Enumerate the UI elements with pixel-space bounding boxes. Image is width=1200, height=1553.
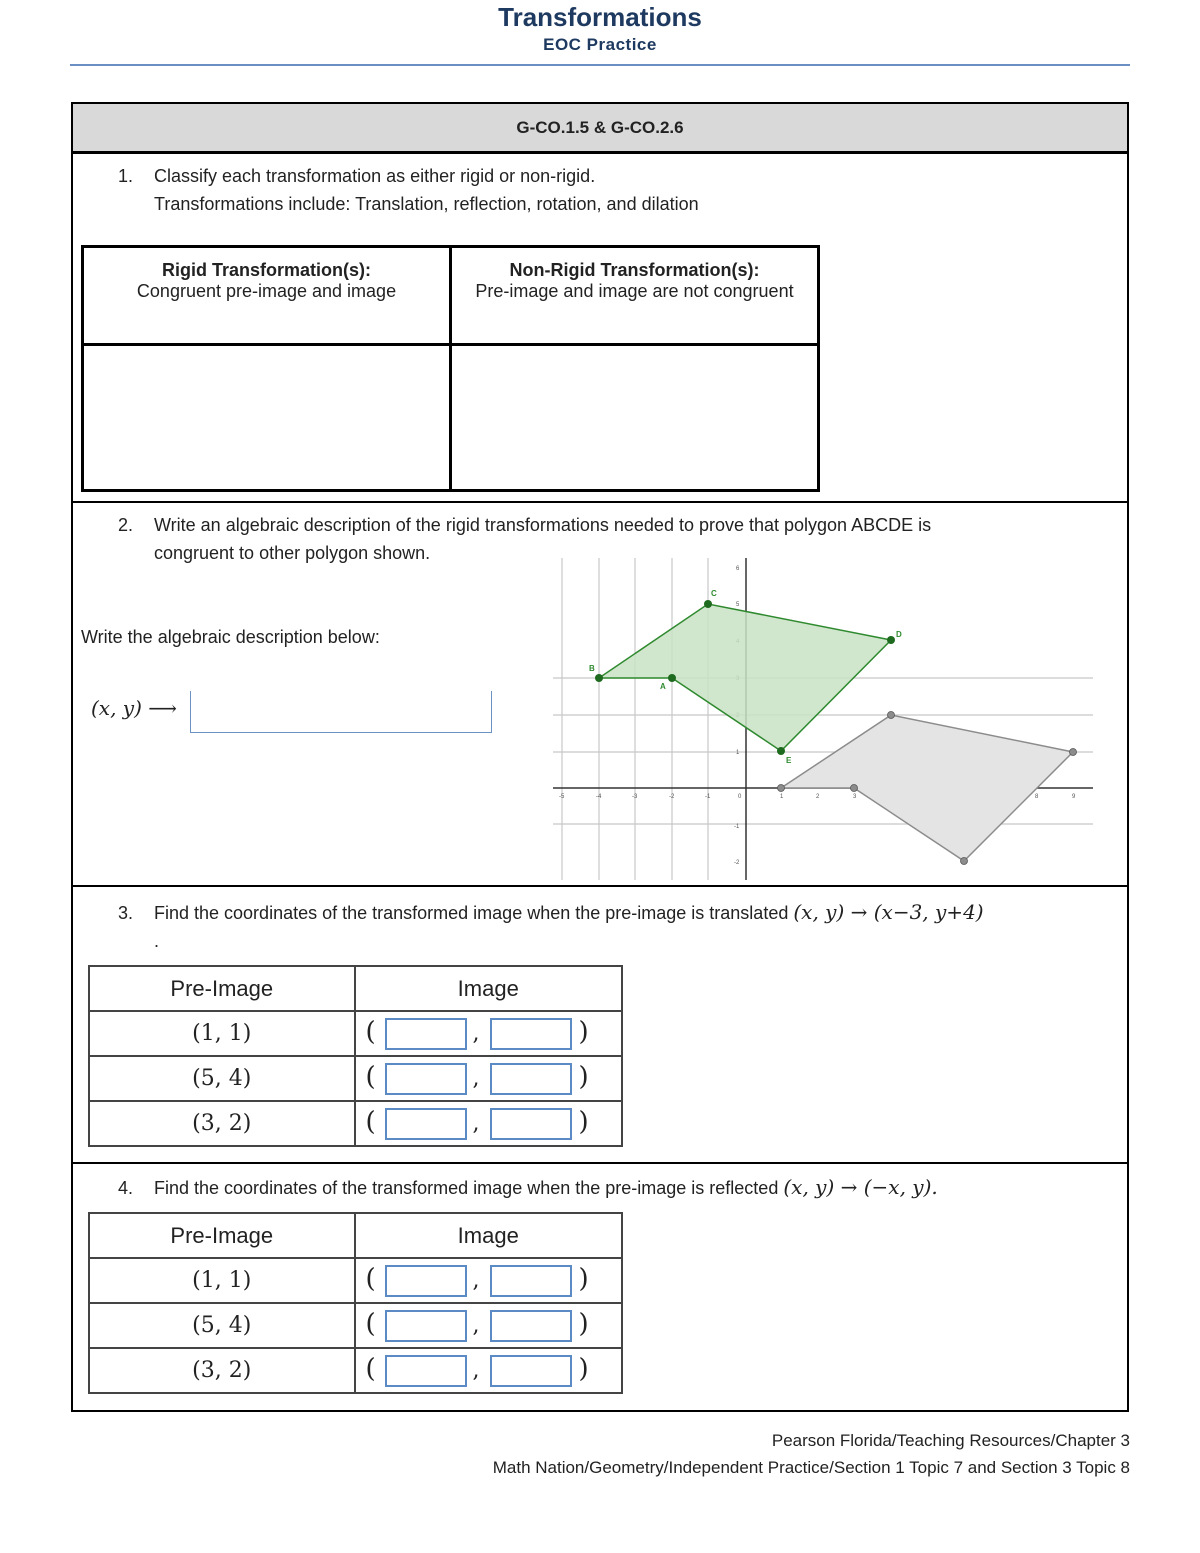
svg-text:6: 6 xyxy=(736,566,740,572)
x-answer-box[interactable] xyxy=(385,1063,467,1095)
grid-lines xyxy=(553,558,1093,880)
question-1-text xyxy=(118,162,699,218)
svg-text:-1: -1 xyxy=(734,824,740,830)
algebraic-description-input[interactable] xyxy=(190,691,492,733)
svg-text:8: 8 xyxy=(1035,794,1039,800)
question-3-text xyxy=(118,898,984,955)
question-2-line1: Write an algebraic description of the rigid transformations needed to prove that polygon ABCDE is xyxy=(154,515,932,535)
question-4-text xyxy=(118,1173,938,1202)
page-subtitle: EOC Practice xyxy=(543,35,657,54)
table-row xyxy=(89,1348,622,1393)
image-header: Image xyxy=(355,966,623,1011)
svg-text:9: 9 xyxy=(1072,794,1076,800)
footer-line-2: Math Nation/Geometry/Independent Practice/Section 1 Topic 7 and Section 3 Topic 8 xyxy=(492,1458,1130,1477)
svg-text:1: 1 xyxy=(780,794,784,800)
image-cell: ( , ) xyxy=(355,1258,623,1303)
reflection-rule: (x, y) → (−x, y). xyxy=(783,1175,938,1199)
pre-image-cell: (1, 1) xyxy=(89,1011,355,1056)
pre-image-header: Pre-Image xyxy=(89,1213,355,1258)
question-3-section xyxy=(73,887,1127,1164)
pre-image-cell: (3, 2) xyxy=(89,1348,355,1393)
question-4-section xyxy=(73,1164,1127,1410)
table-row xyxy=(89,1303,622,1348)
question-4-number: 4. xyxy=(118,1178,134,1198)
vertex-label-b: B xyxy=(589,664,595,673)
pre-image-cell: (5, 4) xyxy=(89,1056,355,1101)
standards-band: G-CO.1.5 & G-CO.2.6 xyxy=(73,104,1127,154)
x-answer-box[interactable] xyxy=(385,1265,467,1297)
rigid-header-cell xyxy=(83,247,451,345)
image-cell: ( , ) xyxy=(355,1348,623,1393)
x-answer-box[interactable] xyxy=(385,1310,467,1342)
pre-image-cell: (3, 2) xyxy=(89,1101,355,1146)
translation-table xyxy=(88,965,623,1147)
pre-image-header: Pre-Image xyxy=(89,966,355,1011)
image-cell: ( , ) xyxy=(355,1101,623,1146)
nonrigid-answer-cell[interactable] xyxy=(451,345,819,491)
x-answer-box[interactable] xyxy=(385,1108,467,1140)
y-answer-box[interactable] xyxy=(490,1310,572,1342)
nonrigid-header-cell xyxy=(451,247,819,345)
question-3-prompt: Find the coordinates of the transformed image when the pre-image is translated xyxy=(154,903,789,923)
vertex-label-e: E xyxy=(786,756,792,765)
page-title: Transformations xyxy=(498,2,702,32)
rigid-desc: Congruent pre-image and image xyxy=(136,281,397,301)
footer-line-1: Pearson Florida/Teaching Resources/Chapter 3 xyxy=(771,1431,1130,1450)
svg-text:-4: -4 xyxy=(596,794,602,800)
image-header: Image xyxy=(355,1213,623,1258)
question-2-line2: congruent to other polygon shown. xyxy=(154,543,431,563)
reflection-table xyxy=(88,1212,623,1394)
svg-text:-5: -5 xyxy=(559,794,565,800)
x-answer-box[interactable] xyxy=(385,1355,467,1387)
classification-table xyxy=(81,245,820,492)
table-row xyxy=(89,1056,622,1101)
vertex-label-a: A xyxy=(660,682,666,691)
y-answer-box[interactable] xyxy=(490,1265,572,1297)
y-answer-box[interactable] xyxy=(490,1063,572,1095)
rigid-title: Rigid Transformation(s): xyxy=(161,260,371,280)
green-polygon xyxy=(599,604,891,751)
rigid-answer-cell[interactable] xyxy=(83,345,451,491)
page-header xyxy=(0,0,1200,55)
nonrigid-desc: Pre-image and image are not congruent xyxy=(475,281,794,301)
vertex-label-c: C xyxy=(711,589,717,598)
svg-text:2: 2 xyxy=(816,794,820,800)
translation-rule: (x, y) → (x−3, y+4) xyxy=(793,900,984,924)
gray-polygon xyxy=(781,715,1073,861)
description-prompt: Write the algebraic description below: xyxy=(81,627,380,647)
table-row xyxy=(89,1011,622,1056)
y-answer-box[interactable] xyxy=(490,1355,572,1387)
table-row xyxy=(89,1258,622,1303)
vertex-label-d: D xyxy=(896,630,902,639)
question-4-prompt: Find the coordinates of the transformed image when the pre-image is reflected xyxy=(154,1178,779,1198)
x-answer-box[interactable] xyxy=(385,1018,467,1050)
question-2-number: 2. xyxy=(118,515,134,535)
question-3-trailing: . xyxy=(154,931,160,951)
svg-text:5: 5 xyxy=(736,602,740,608)
image-cell: ( , ) xyxy=(355,1011,623,1056)
coordinate-graph xyxy=(553,558,1093,880)
question-1-number: 1. xyxy=(118,166,134,186)
svg-text:0: 0 xyxy=(738,794,742,800)
table-row xyxy=(89,1101,622,1146)
pre-image-cell: (1, 1) xyxy=(89,1258,355,1303)
mapping-label: (x, y) ⟶ xyxy=(91,696,177,720)
svg-text:1: 1 xyxy=(736,750,740,756)
worksheet-frame xyxy=(71,102,1129,1412)
question-2-section xyxy=(73,503,1127,887)
image-cell: ( , ) xyxy=(355,1056,623,1101)
svg-text:3: 3 xyxy=(853,794,857,800)
svg-text:-3: -3 xyxy=(632,794,638,800)
question-1-line2: Transformations include: Translation, reflection, rotation, and dilation xyxy=(154,194,699,214)
svg-text:-2: -2 xyxy=(669,794,675,800)
pre-image-cell: (5, 4) xyxy=(89,1303,355,1348)
question-3-number: 3. xyxy=(118,903,134,923)
image-cell: ( , ) xyxy=(355,1303,623,1348)
question-1-section xyxy=(73,154,1127,503)
y-answer-box[interactable] xyxy=(490,1018,572,1050)
header-rule xyxy=(70,64,1130,66)
svg-text:-1: -1 xyxy=(705,794,711,800)
nonrigid-title: Non-Rigid Transformation(s): xyxy=(509,260,760,280)
svg-text:-2: -2 xyxy=(734,860,740,866)
question-1-line1: Classify each transformation as either rigid or non-rigid. xyxy=(154,166,596,186)
y-answer-box[interactable] xyxy=(490,1108,572,1140)
